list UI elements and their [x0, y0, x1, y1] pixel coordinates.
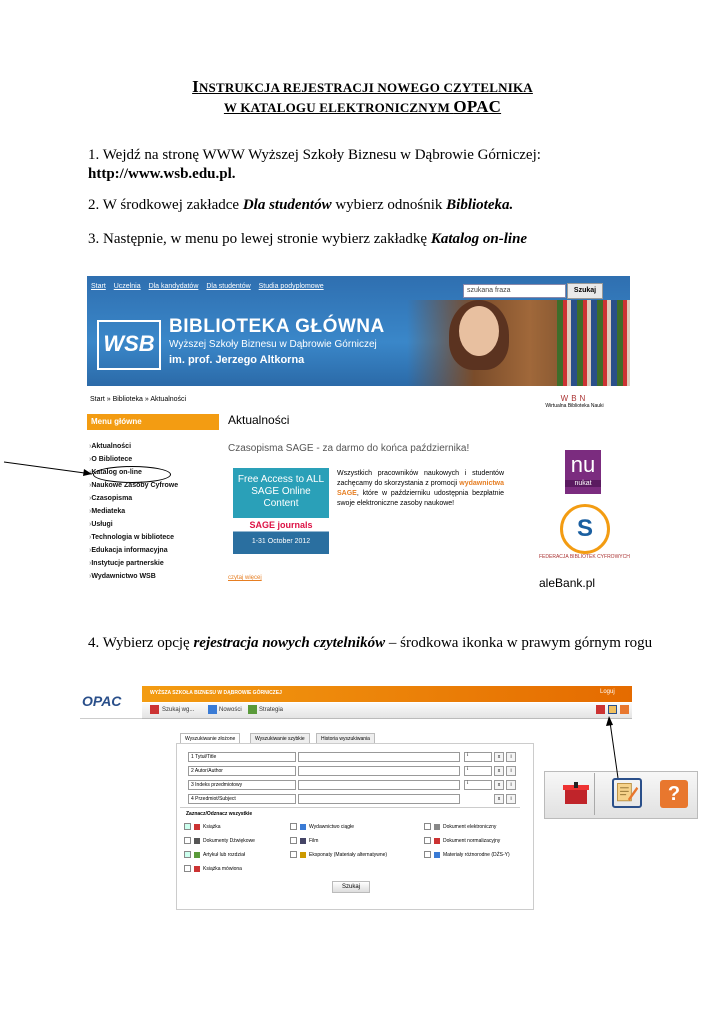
sage-text: Free Access to ALL SAGE Online Content [237, 474, 325, 509]
query-input-4[interactable] [298, 794, 460, 804]
zoom-separator [594, 773, 595, 815]
wsb-logo: WSB [97, 320, 161, 370]
menu-item-zasoby[interactable]: › Naukowe Zasoby Cyfrowe [89, 482, 178, 489]
menu-item-instytucje[interactable]: › Instytucje partnerskie [89, 560, 164, 567]
field-select-4[interactable]: 4 Przedmiot/Subject [188, 794, 296, 804]
tab-advanced[interactable]: Wyszukiwanie złożone [180, 733, 240, 744]
field-select-3[interactable]: 3 Indeks przedmiotowy [188, 780, 296, 790]
read-more-link[interactable]: czytaj więcej [228, 575, 262, 581]
clear-4-icon[interactable]: x [494, 794, 504, 804]
small-box-icon[interactable] [596, 705, 605, 714]
type-dzwiekowe[interactable]: Dokumenty Dźwiękowe [184, 837, 255, 844]
menu-item-edukacja[interactable]: › Edukacja informacyjna [89, 547, 168, 554]
menu-item-uslugi[interactable]: › Usługi [89, 521, 113, 528]
article-icon [194, 852, 200, 858]
audio-icon [194, 838, 200, 844]
arrow-to-register-icon [604, 714, 628, 780]
edoc-icon [434, 824, 440, 830]
library-top-nav [91, 283, 330, 290]
tab-quick[interactable]: Wyszukiwanie szybkie [250, 733, 310, 744]
library-search-button[interactable]: Szukaj [567, 283, 603, 299]
doc-title-line2: W KATALOGU ELEKTRONICZNYM OPAC [223, 97, 502, 116]
search-by-icon[interactable] [150, 705, 159, 714]
type-eksponaty[interactable]: Eksponaty (Materiały alternatywne) [290, 851, 387, 858]
step-1-url: http://www.wsb.edu.pl. [88, 166, 236, 182]
menu-item-aktualnosci[interactable]: › Aktualności [89, 443, 131, 450]
query-input-1[interactable] [298, 752, 460, 762]
wbn-abbr: WBN [560, 394, 589, 403]
small-register-icon[interactable] [608, 705, 617, 714]
exhibit-icon [300, 852, 306, 858]
misc-icon [434, 852, 440, 858]
library-subtitle-1: Wyższej Szkoły Biznesu w Dąbrowie Górniczej [169, 339, 377, 350]
register-reader-icon[interactable] [612, 778, 642, 808]
operator-select-2[interactable]: i [464, 766, 492, 776]
toolbar-search-by[interactable]: Szukaj wg... [162, 707, 195, 713]
query-input-2[interactable] [298, 766, 460, 776]
clear-2-icon[interactable]: x [494, 766, 504, 776]
help-icon[interactable]: ? [660, 780, 688, 808]
nav-kandydaci[interactable]: Dla kandydatów [148, 283, 199, 290]
news-icon[interactable] [208, 705, 217, 714]
menu-item-czasopisma[interactable]: › Czasopisma [89, 495, 132, 502]
menu-item-wydawnictwo[interactable]: › Wydawnictwo WSB [89, 573, 156, 580]
type-elektroniczny[interactable]: Dokument elektroniczny [424, 823, 496, 830]
doc-title-line1: INSTRUKCJA REJESTRACJI NOWEGO CZYTELNIKA [192, 77, 533, 96]
book-icon [194, 824, 200, 830]
nav-podyplomowe[interactable]: Studia podyplomowe [258, 283, 324, 290]
query-input-3[interactable] [298, 780, 460, 790]
small-help-icon[interactable] [620, 705, 629, 714]
toolbar-strategy[interactable]: Strategia [259, 707, 284, 713]
divider [180, 807, 520, 808]
s-badge-logo[interactable]: S [560, 504, 610, 554]
opac-school-name: WYŻSZA SZKOŁA BIZNESU W DĄBROWIE GÓRNICZEJ [150, 690, 282, 696]
wbn-logo[interactable] [537, 394, 612, 409]
field-select-2[interactable]: 2 Autor/Author [188, 766, 296, 776]
nav-uczelnia[interactable]: Uczelnia [113, 283, 141, 290]
arrow-to-katalog-icon [0, 448, 100, 488]
nav-start[interactable]: Start [91, 283, 106, 290]
library-screenshot [87, 276, 630, 596]
menu-item-o-bibliotece[interactable]: › O Bibliotece [89, 456, 132, 463]
news-heading: Aktualności [228, 413, 290, 427]
audiobook-icon [194, 866, 200, 872]
sage-banner[interactable] [233, 468, 329, 554]
type-artykul[interactable]: Artykuł lub rozdział [184, 851, 245, 858]
news-title[interactable]: Czasopisma SAGE - za darmo do końca października! [228, 443, 470, 454]
sage-date: 1-31 October 2012 [251, 538, 311, 545]
library-search-input[interactable]: szukana fraza [463, 284, 566, 298]
index-1-icon[interactable]: i [506, 752, 516, 762]
field-select-1[interactable]: 1 Tytuł/Title [188, 752, 296, 762]
highlight-circle [93, 466, 171, 483]
type-film[interactable]: Film [290, 837, 318, 844]
film-icon [300, 838, 306, 844]
opac-logo[interactable]: OPAC [82, 693, 122, 709]
serial-icon [300, 824, 306, 830]
library-subtitle-2: im. prof. Jerzego Altkorna [169, 354, 305, 366]
strategy-icon[interactable] [248, 705, 257, 714]
nukat-mark: nu [570, 452, 596, 477]
sage-link[interactable]: wydawnictwa SAGE [337, 480, 504, 497]
index-2-icon[interactable]: i [506, 766, 516, 776]
alebank-logo[interactable]: aleBank.pl [539, 576, 596, 590]
type-ciagle[interactable]: Wydawnictwo ciągłe [290, 823, 354, 830]
menu-item-mediateka[interactable]: › Mediateka [89, 508, 125, 515]
clear-3-icon[interactable]: x [494, 780, 504, 790]
fbc-logo[interactable]: FEDERACJA BIBLIOTEK CYFROWYCH [539, 554, 630, 560]
index-3-icon[interactable]: i [506, 780, 516, 790]
norm-icon [434, 838, 440, 844]
basket-box-icon[interactable] [562, 780, 590, 806]
clear-1-icon[interactable]: x [494, 752, 504, 762]
banner-face [459, 306, 499, 356]
nukat-text: nukat [565, 480, 601, 487]
operator-select-3[interactable]: i [464, 780, 492, 790]
opac-login-link[interactable]: Loguj [600, 689, 615, 695]
tab-history[interactable]: Historia wyszukiwania [316, 733, 375, 744]
banner-bookshelf [557, 300, 630, 386]
type-ksiazka[interactable]: Książka [184, 823, 221, 830]
opac-search-button[interactable]: Szukaj [332, 881, 370, 893]
menu-item-technologia[interactable]: › Technologia w bibliotece [89, 534, 174, 541]
index-4-icon[interactable]: i [506, 794, 516, 804]
step-1: 1. Wejdź na stronę WWW Wyższej Szkoły Biznesu w Dąbrowie Górniczej: http://www.wsb.edu.pl. [88, 147, 541, 182]
breadcrumb: Start » Biblioteka » Aktualności [90, 396, 187, 403]
menu-heading: Menu główne [87, 414, 219, 430]
sage-logo: SAGE journals [249, 520, 313, 530]
toolbar-news[interactable]: Nowości [219, 707, 242, 713]
wbn-name: Wirtualna Biblioteka Nauki [545, 403, 604, 409]
nukat-logo[interactable] [565, 450, 601, 494]
nav-studenci[interactable]: Dla studentów [206, 283, 251, 290]
step-2: 2. W środkowej zakładce Dla studentów wybierz odnośnik Biblioteka. [88, 197, 514, 213]
type-rozne[interactable]: Materiały różnorodne (DŻS-Y) [424, 851, 510, 858]
news-body: Wszystkich pracowników naukowych i studentów zachęcamy do skorzystania z promocji wydawnictwa SAGE, które w październiku udostępnia bezpłatnie swoje elektroniczne zasoby naukowe! [337, 470, 504, 507]
step-3: 3. Następnie, w menu po lewej stronie wybierz zakładkę Katalog on-line [88, 231, 528, 247]
type-normalizacyjny[interactable]: Dokument normalizacyjny [424, 837, 500, 844]
select-all-toggle[interactable]: Zaznacz/Odznacz wszystkie [186, 811, 253, 817]
step-4: 4. Wybierz opcję rejestracja nowych czytelników – środkowa ikonka w prawym górnym rogu [88, 635, 653, 651]
operator-select-1[interactable]: i [464, 752, 492, 762]
menu-item-katalog[interactable]: › Katalog on-line [89, 469, 142, 476]
library-title: BIBLIOTEKA GŁÓWNA [169, 316, 385, 337]
type-mowiona[interactable]: Książka mówiona [184, 865, 242, 872]
library-banner [87, 276, 630, 386]
